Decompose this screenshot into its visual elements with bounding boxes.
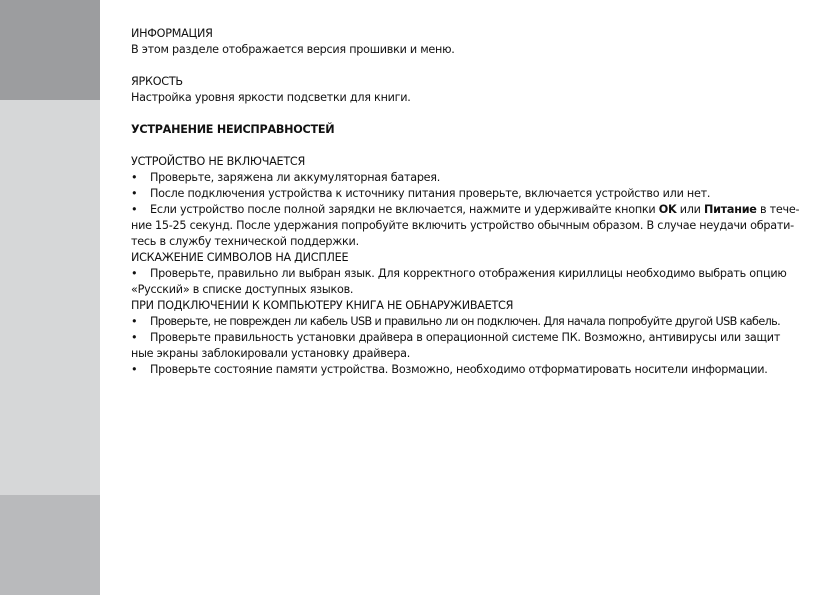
section-info bbox=[131, 26, 813, 58]
troubleshooting-heading: УСТРАНЕНИЕ НЕИСПРАВНОСТЕЙ bbox=[131, 123, 335, 136]
power-key-label: Питание bbox=[703, 203, 757, 216]
list-item: • Проверьте, заряжена ли аккумуляторная батарея. bbox=[131, 171, 441, 184]
section-heading: УСТРОЙСТВО НЕ ВКЛЮЧАЕТСЯ bbox=[131, 155, 306, 168]
sidebar-tab-bottom bbox=[0, 495, 100, 595]
section-chars bbox=[131, 250, 813, 298]
list-item: • Проверьте, правильно ли выбран язык. Для корректного отображения кириллицы необходимо выбрать опцию bbox=[131, 267, 787, 280]
list-item: • После подключения устройства к источнику питания проверьте, включается устройство или нет. bbox=[131, 187, 711, 200]
bullet: • bbox=[131, 363, 138, 376]
list-item-continuation: тесь в службу технической поддержки. bbox=[131, 235, 359, 248]
bullet: • bbox=[131, 187, 138, 200]
paragraph: В этом разделе отображается версия прошивки и меню. bbox=[131, 43, 455, 56]
bullet: • bbox=[131, 171, 138, 184]
section-brightness bbox=[131, 74, 813, 106]
sidebar-margin bbox=[0, 100, 100, 495]
list-item-continuation: ные экраны заблокировали установку драйвера. bbox=[131, 347, 411, 360]
section-pc bbox=[131, 298, 813, 378]
bullet: • bbox=[131, 331, 138, 344]
paragraph: Настройка уровня яркости подсветки для книги. bbox=[131, 91, 411, 104]
list-item: • Проверьте, не поврежден ли кабель USB и правильно ли он подключен. Для начала попробуйте другой USB кабель. bbox=[131, 315, 781, 328]
section-heading: ИСКАЖЕНИЕ СИМВОЛОВ НА ДИСПЛЕЕ bbox=[131, 251, 349, 264]
bullet: • bbox=[131, 315, 137, 328]
list-item: • Проверьте состояние памяти устройства. Возможно, необходимо отформатировать носители информации. bbox=[131, 363, 768, 376]
bullet: • bbox=[131, 203, 138, 216]
bullet: • bbox=[131, 267, 138, 280]
section-heading: ПРИ ПОДКЛЮЧЕНИИ К КОМПЬЮТЕРУ КНИГА НЕ ОБНАРУЖИВАЕТСЯ bbox=[131, 299, 514, 312]
manual-text bbox=[131, 26, 813, 378]
list-item-continuation: ние 15-25 секунд. После удержания попробуйте включить устройство обычным образом. В случае неудачи обрати- bbox=[131, 219, 794, 232]
section-heading: ИНФОРМАЦИЯ bbox=[131, 27, 213, 40]
list-item: • Если устройство после полной зарядки не включается, нажмите и удерживайте кнопки OK или Питание в тече- bbox=[131, 203, 800, 216]
list-item: • Проверьте правильность установки драйвера в операционной системе ПК. Возможно, антивирусы или защит bbox=[131, 331, 781, 344]
sidebar-tab-top bbox=[0, 0, 100, 100]
ok-key-label: OK bbox=[658, 203, 677, 216]
section-heading: ЯРКОСТЬ bbox=[131, 75, 183, 88]
list-item-continuation: «Русский» в списке доступных языков. bbox=[131, 283, 354, 296]
section-no-power bbox=[131, 154, 813, 250]
